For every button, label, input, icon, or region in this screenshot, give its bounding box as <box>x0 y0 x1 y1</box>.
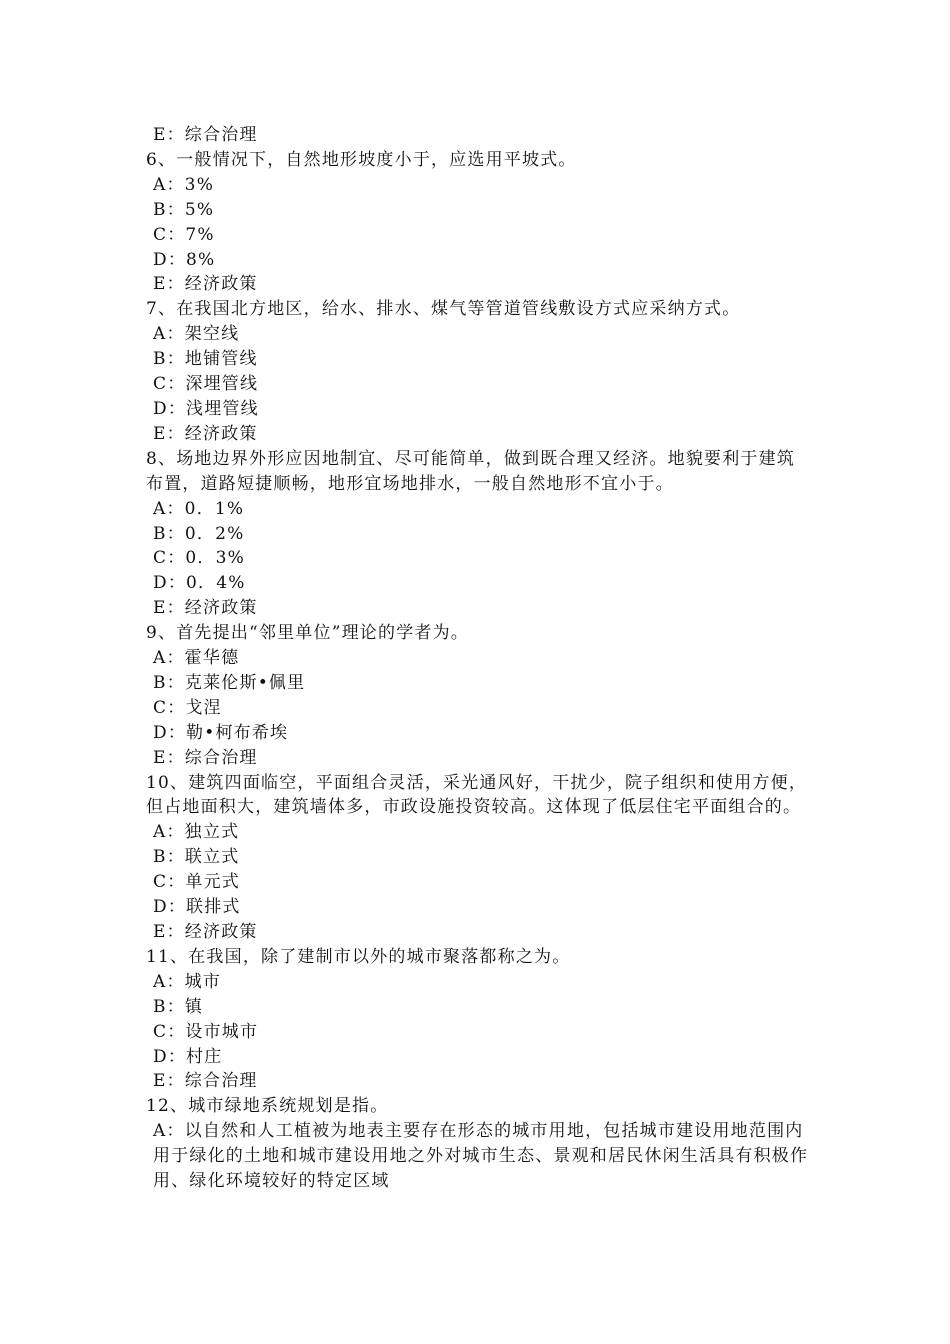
option-10e: E：经济政策 <box>153 922 258 942</box>
option-8e: E：经济政策 <box>153 598 258 619</box>
option-10a: A：独立式 <box>153 822 240 843</box>
option-6b: B：5% <box>153 199 215 220</box>
option-6e: E：经济政策 <box>153 274 258 295</box>
question-7: 7、在我国北方地区，给水、排水、煤气等管道管线敷设方式应采纳方式。 <box>146 299 741 320</box>
option-9d: D：勒•柯布希埃 <box>153 722 289 743</box>
option-10d: D：联排式 <box>153 897 241 918</box>
question-9: 9、首先提出“邻里单位”理论的学者为。 <box>146 623 469 644</box>
option-8b: B：0．2% <box>153 523 245 544</box>
question-8: 8、场地边界外形应因地制宜、尽可能简单，做到既合理又经济。地貌要利于建筑布置，道路短捷顺畅，地形宜场地排水，一般自然地形不宜小于。 <box>146 448 796 494</box>
option-8c: C：0．3% <box>153 548 245 569</box>
option-9c: C：戈涅 <box>153 697 222 718</box>
option-8a: A：0．1% <box>153 498 245 519</box>
question-12: 12、城市绿地系统规划是指。 <box>146 1096 389 1117</box>
option-6e-prev: E：综合治理 <box>153 125 258 145</box>
option-9e: E：综合治理 <box>153 747 258 768</box>
option-6a: A：3% <box>153 174 215 195</box>
option-10c: C：单元式 <box>153 872 241 893</box>
option-6c: C：7% <box>153 224 215 245</box>
option-7b: B：地铺管线 <box>153 349 258 370</box>
option-7e: E：经济政策 <box>153 423 258 444</box>
option-11a: A：城市 <box>153 971 222 992</box>
question-list <box>146 123 810 1194</box>
option-11b: B：镇 <box>153 996 204 1017</box>
option-11e: E：综合治理 <box>153 1071 258 1092</box>
option-10b: B：联立式 <box>153 847 240 868</box>
option-11d: D：村庄 <box>153 1046 223 1067</box>
option-8d: D：0．4% <box>153 573 246 594</box>
option-12a: A：以自然和人工植被为地表主要存在形态的城市用地，包括城市建设用地范围内用于绿化的土地和城市建设用地之外对城市生态、景观和居民休闲生活具有积极作用、绿化环境较好的特定区域 <box>153 1121 809 1192</box>
option-9a: A：霍华德 <box>153 648 240 669</box>
option-7a: A：架空线 <box>153 324 240 345</box>
question-10: 10、建筑四面临空，平面组合灵活，采光通风好，干扰少，院子组织和使用方便，但占地面积大，建筑墙体多，市政设施投资较高。这体现了低层住宅平面组合的。 <box>146 772 808 818</box>
option-11c: C：设市城市 <box>153 1021 259 1042</box>
question-11: 11、在我国，除了建制市以外的城市聚落都称之为。 <box>146 946 571 967</box>
option-7c: C：深埋管线 <box>153 374 259 395</box>
option-9b: B：克莱伦斯•佩里 <box>153 672 306 693</box>
question-6: 6、一般情况下，自然地形坡度小于，应选用平坡式。 <box>146 149 577 170</box>
option-6d: D：8% <box>153 249 216 270</box>
option-7d: D：浅埋管线 <box>153 398 259 419</box>
